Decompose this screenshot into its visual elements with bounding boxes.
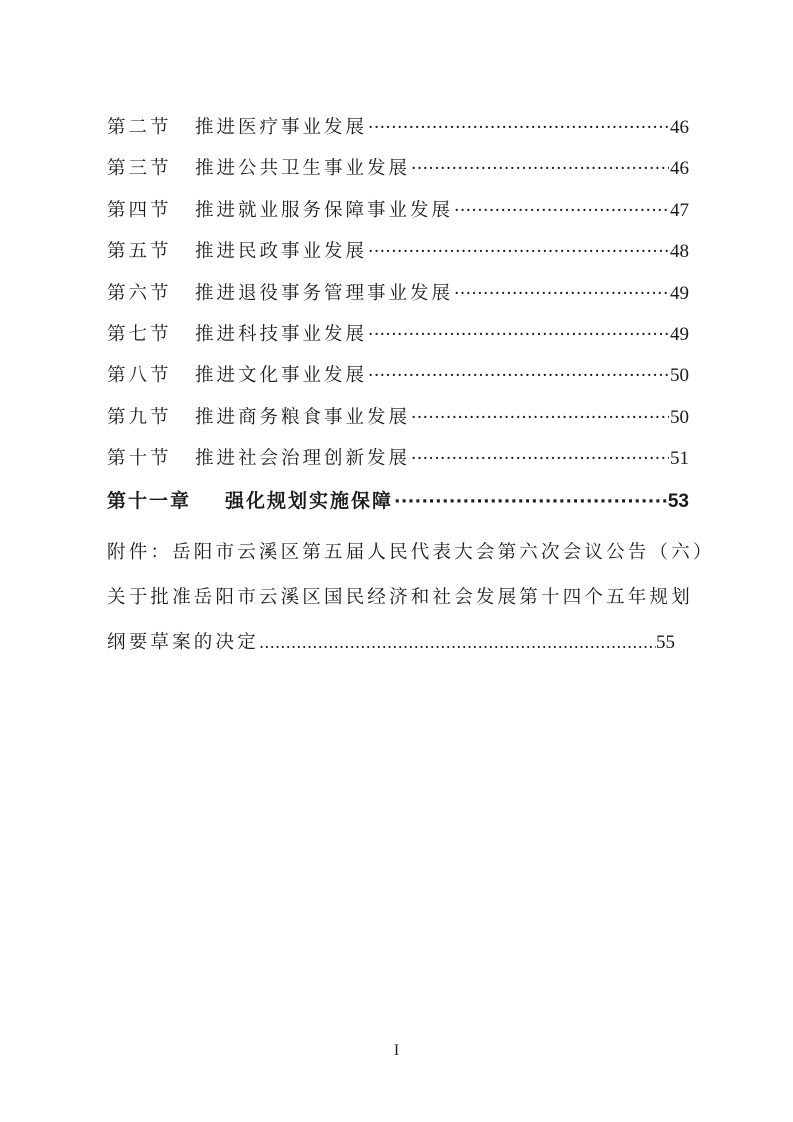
- section-title: 推进科技事业发展: [195, 323, 368, 345]
- section-number: 第四节: [107, 199, 172, 221]
- toc-entry[interactable]: [107, 237, 689, 278]
- dot-leader: [368, 118, 669, 138]
- page-number: 51: [670, 448, 689, 470]
- footer-page-number: I: [393, 1042, 400, 1059]
- annex-line-1: 附件：岳阳市云溪区第五届人民代表大会第六次会议公告（六）: [107, 542, 715, 563]
- toc-entry[interactable]: [107, 113, 689, 154]
- toc-entry[interactable]: [107, 196, 689, 237]
- page-number: 50: [670, 406, 689, 428]
- toc-entry[interactable]: [107, 403, 689, 444]
- section-number: 第三节: [107, 158, 172, 180]
- toc-entry[interactable]: [107, 444, 689, 485]
- section-title: 推进民政事业发展: [195, 241, 368, 263]
- section-title: 推进就业服务保障事业发展: [195, 199, 454, 221]
- annex-title-end: 纲要草案的决定: [107, 632, 259, 653]
- chapter-number: 第十一章: [107, 489, 192, 512]
- dot-leader: [411, 408, 669, 428]
- section-number: 第九节: [107, 406, 172, 428]
- dot-leader: [394, 492, 667, 512]
- dot-leader: [368, 242, 669, 262]
- toc-entry[interactable]: [107, 154, 689, 195]
- dot-leader: [454, 284, 669, 304]
- section-number: 第七节: [107, 323, 172, 345]
- section-title: 推进文化事业发展: [195, 365, 368, 387]
- table-of-contents: [107, 113, 689, 530]
- chapter-title: 强化规划实施保障: [225, 489, 394, 512]
- section-title: 推进社会治理创新发展: [195, 448, 411, 470]
- toc-chapter-entry[interactable]: [107, 486, 689, 530]
- annex-line-2: 关于批准岳阳市云溪区国民经济和社会发展第十四个五年规划: [107, 587, 693, 608]
- page-number: 55: [656, 632, 675, 653]
- page-number: 47: [670, 199, 689, 221]
- page-number: 46: [670, 158, 689, 180]
- section-title: 推进商务粮食事业发展: [195, 406, 411, 428]
- page-number: 46: [670, 117, 689, 138]
- page-number: 48: [670, 241, 689, 263]
- section-title: 推进公共卫生事业发展: [195, 158, 411, 180]
- toc-entry[interactable]: [107, 320, 689, 361]
- page-number: 53: [667, 490, 689, 512]
- annex-line-3: [107, 620, 689, 665]
- dot-leader: [368, 325, 669, 345]
- annex-entry[interactable]: [107, 530, 715, 665]
- dot-leader: [411, 449, 669, 469]
- dot-leader: [368, 366, 669, 386]
- section-number: 第二节: [107, 117, 172, 138]
- dot-leader: [411, 159, 669, 179]
- section-number: 第十节: [107, 448, 172, 470]
- dot-leader: [454, 201, 669, 221]
- section-number: 第六节: [107, 282, 172, 304]
- section-number: 第八节: [107, 365, 172, 387]
- section-title: 推进退役事务管理事业发展: [195, 282, 454, 304]
- page-number: 50: [670, 365, 689, 387]
- toc-entry[interactable]: [107, 279, 689, 320]
- section-number: 第五节: [107, 241, 172, 263]
- dot-leader: [259, 620, 656, 665]
- toc-entry[interactable]: [107, 361, 689, 402]
- section-title: 推进医疗事业发展: [195, 117, 368, 138]
- page-number: 49: [670, 282, 689, 304]
- page-number: 49: [670, 323, 689, 345]
